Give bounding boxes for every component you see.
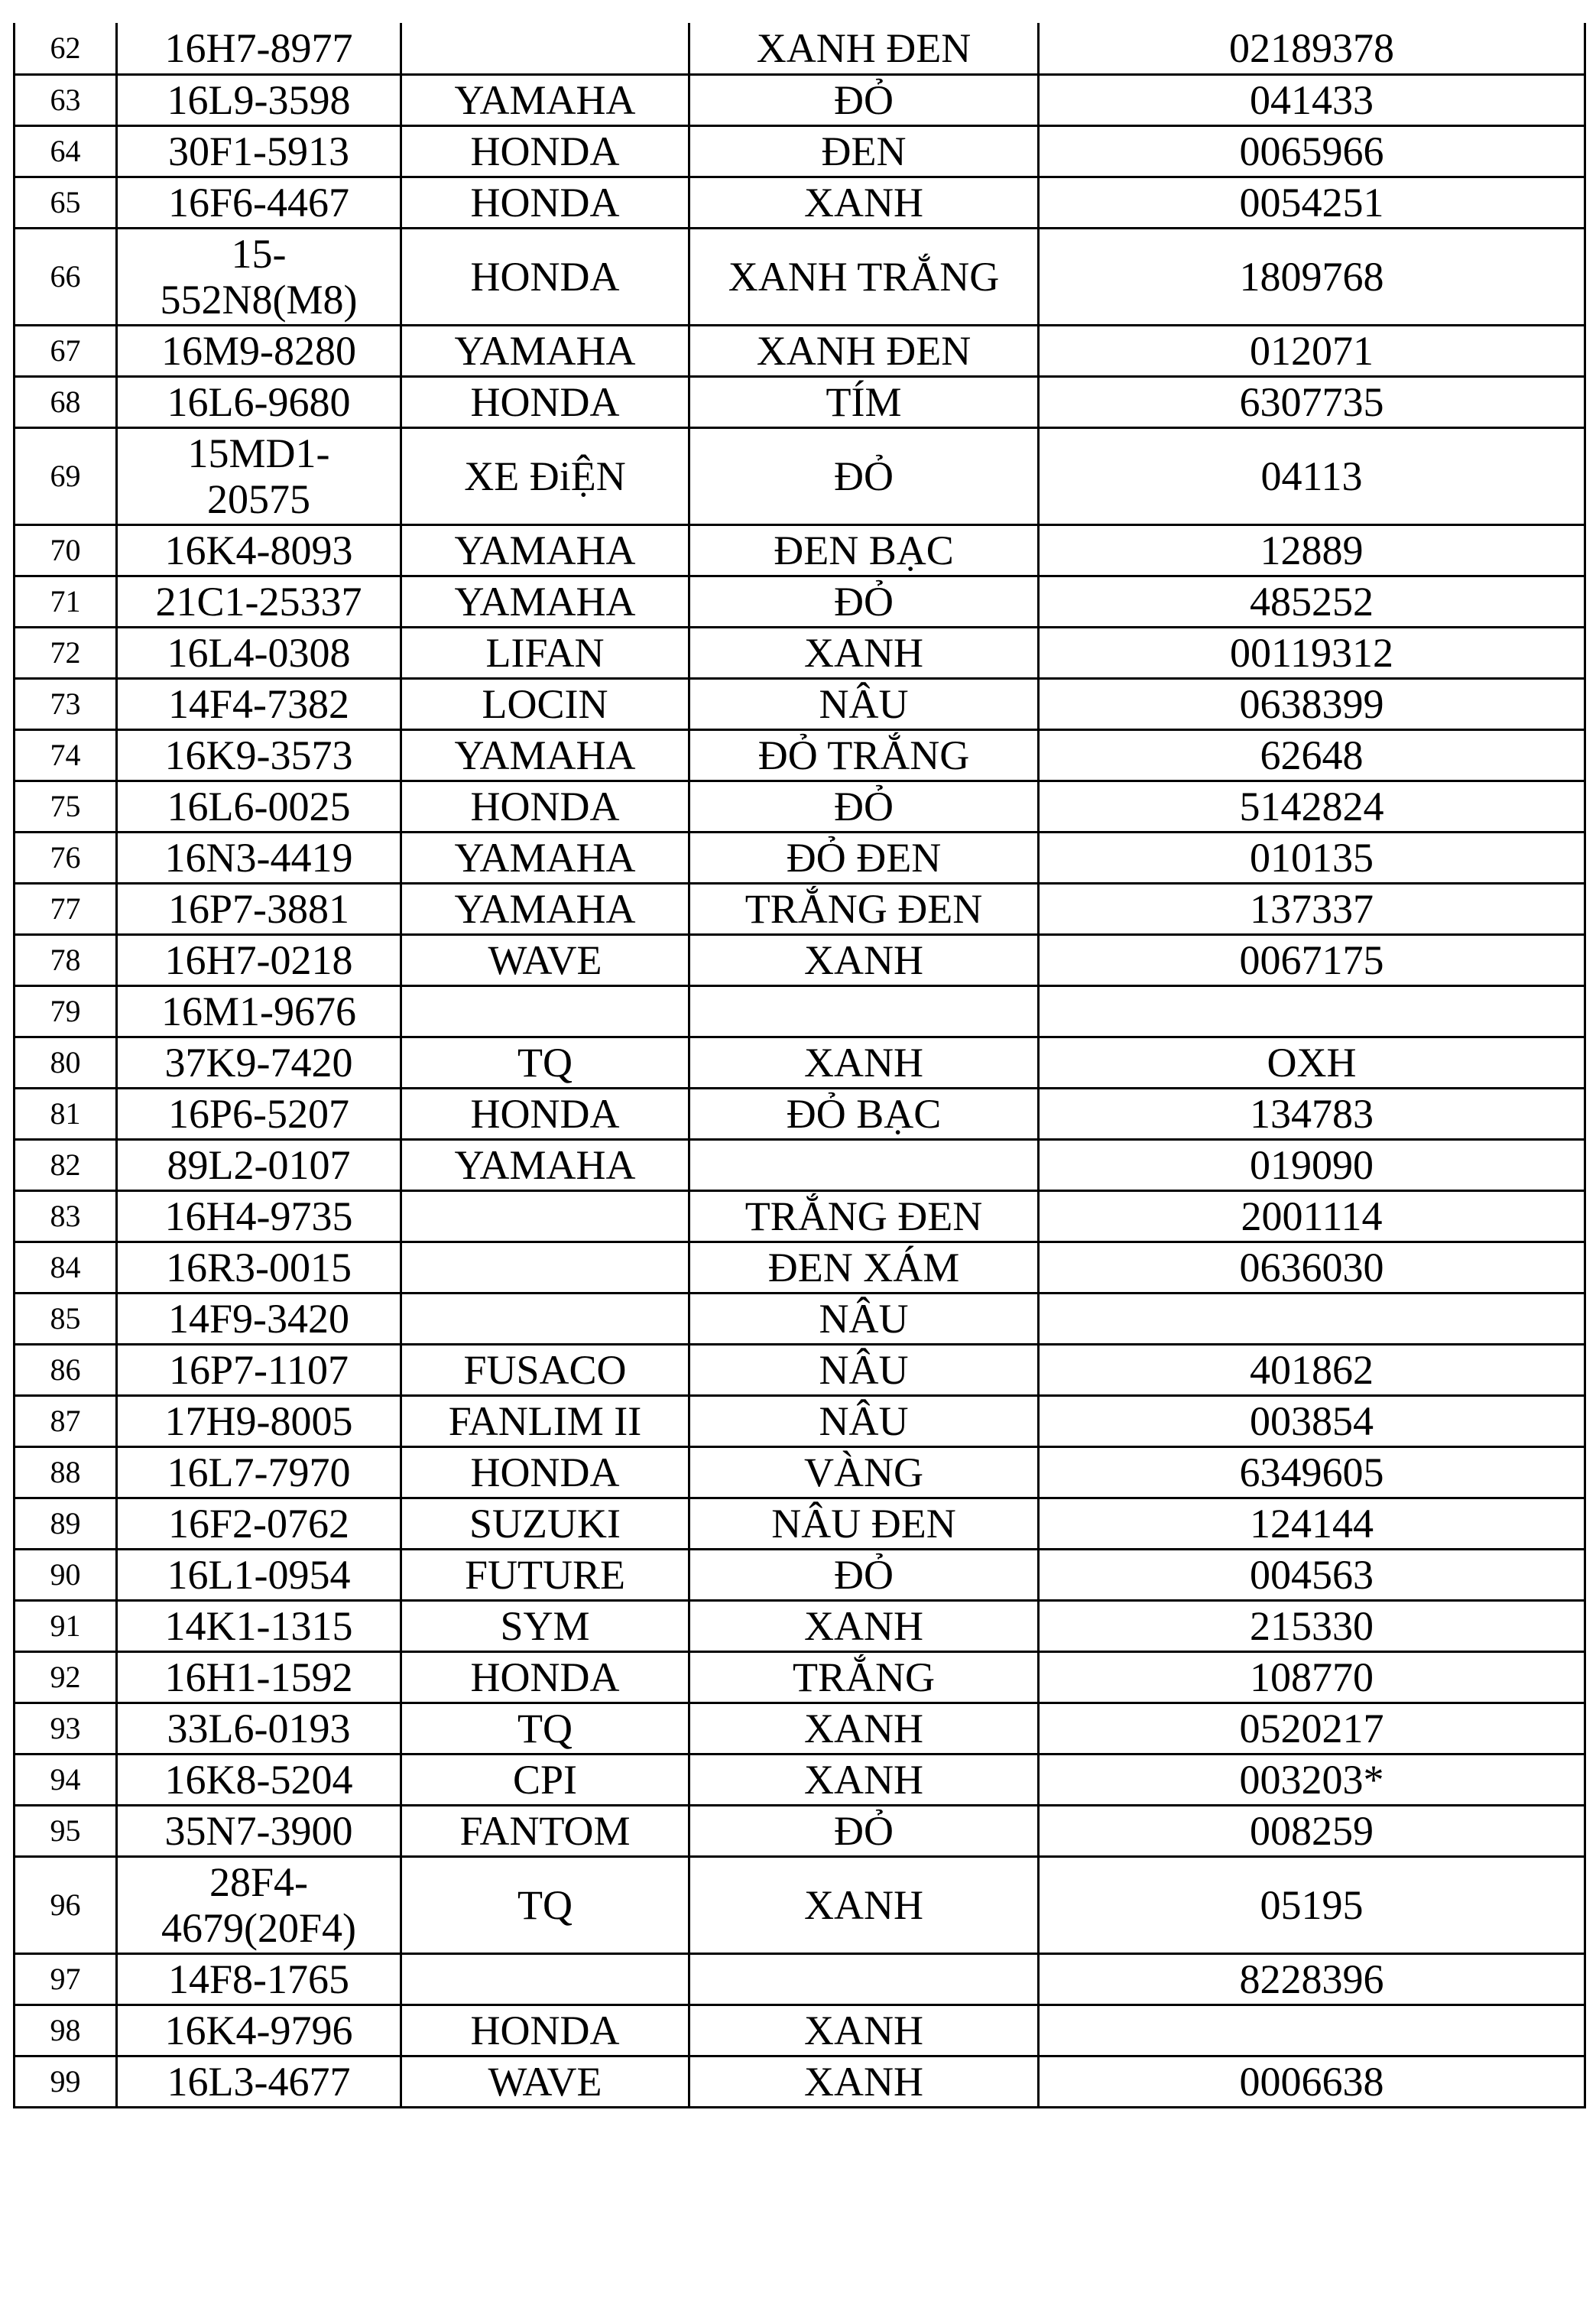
row-number-cell: 86 xyxy=(15,1344,117,1395)
frame-number-cell: 0006638 xyxy=(1039,2056,1585,2107)
brand-cell: HONDA xyxy=(401,228,689,325)
color-cell: ĐỎ xyxy=(689,427,1039,524)
brand-cell: TQ xyxy=(401,1856,689,1953)
brand-cell: YAMAHA xyxy=(401,832,689,883)
row-number-cell: 80 xyxy=(15,1037,117,1088)
table-row xyxy=(15,1953,1585,2004)
table-row xyxy=(15,1446,1585,1498)
color-cell: NÂU ĐEN xyxy=(689,1498,1039,1549)
color-cell: NÂU xyxy=(689,1293,1039,1344)
brand-cell: XE ĐiỆN xyxy=(401,427,689,524)
brand-cell: SUZUKI xyxy=(401,1498,689,1549)
brand-cell: TQ xyxy=(401,1037,689,1088)
brand-cell xyxy=(401,1242,689,1293)
plate-number-cell: 15MD1- 20575 xyxy=(117,427,401,524)
table-row xyxy=(15,832,1585,883)
color-cell: XANH ĐEN xyxy=(689,23,1039,74)
table-row xyxy=(15,2056,1585,2107)
color-cell: ĐỎ xyxy=(689,781,1039,832)
row-number-cell: 93 xyxy=(15,1703,117,1754)
plate-number-cell: 16H4-9735 xyxy=(117,1190,401,1242)
frame-number-cell: 6349605 xyxy=(1039,1446,1585,1498)
frame-number-cell: 041433 xyxy=(1039,74,1585,125)
frame-number-cell: 5142824 xyxy=(1039,781,1585,832)
brand-cell: FANLIM II xyxy=(401,1395,689,1446)
table-row xyxy=(15,1190,1585,1242)
frame-number-cell: 2001114 xyxy=(1039,1190,1585,1242)
brand-cell xyxy=(401,1293,689,1344)
frame-number-cell: 134783 xyxy=(1039,1088,1585,1139)
row-number-cell: 73 xyxy=(15,678,117,729)
row-number-cell: 65 xyxy=(15,177,117,228)
frame-number-cell: 12889 xyxy=(1039,524,1585,576)
brand-cell: FUSACO xyxy=(401,1344,689,1395)
color-cell: XANH xyxy=(689,1600,1039,1651)
table-row xyxy=(15,576,1585,627)
plate-number-cell: 14F8-1765 xyxy=(117,1953,401,2004)
brand-cell: HONDA xyxy=(401,1088,689,1139)
row-number-cell: 76 xyxy=(15,832,117,883)
row-number-cell: 95 xyxy=(15,1805,117,1856)
color-cell: TÍM xyxy=(689,376,1039,427)
frame-number-cell: OXH xyxy=(1039,1037,1585,1088)
frame-number-cell: 62648 xyxy=(1039,729,1585,781)
row-number-cell: 69 xyxy=(15,427,117,524)
table-row xyxy=(15,1651,1585,1703)
color-cell: ĐỎ xyxy=(689,1549,1039,1600)
row-number-cell: 75 xyxy=(15,781,117,832)
row-number-cell: 83 xyxy=(15,1190,117,1242)
frame-number-cell: 0638399 xyxy=(1039,678,1585,729)
table-row xyxy=(15,1703,1585,1754)
frame-number-cell xyxy=(1039,1293,1585,1344)
color-cell: ĐỎ xyxy=(689,74,1039,125)
brand-cell: YAMAHA xyxy=(401,729,689,781)
color-cell xyxy=(689,1139,1039,1190)
color-cell xyxy=(689,985,1039,1037)
table-row xyxy=(15,1600,1585,1651)
plate-number-cell: 30F1-5913 xyxy=(117,125,401,177)
table-row xyxy=(15,1805,1585,1856)
row-number-cell: 96 xyxy=(15,1856,117,1953)
row-number-cell: 77 xyxy=(15,883,117,934)
color-cell: XANH ĐEN xyxy=(689,325,1039,376)
table-row xyxy=(15,1037,1585,1088)
color-cell: ĐỎ BẠC xyxy=(689,1088,1039,1139)
table-row xyxy=(15,883,1585,934)
brand-cell xyxy=(401,1953,689,2004)
plate-number-cell: 16L4-0308 xyxy=(117,627,401,678)
plate-number-cell: 35N7-3900 xyxy=(117,1805,401,1856)
color-cell: NÂU xyxy=(689,1344,1039,1395)
frame-number-cell xyxy=(1039,2004,1585,2056)
brand-cell: WAVE xyxy=(401,934,689,985)
color-cell: XANH xyxy=(689,934,1039,985)
table-row xyxy=(15,23,1585,74)
frame-number-cell: 0054251 xyxy=(1039,177,1585,228)
row-number-cell: 67 xyxy=(15,325,117,376)
table-row xyxy=(15,524,1585,576)
brand-cell: HONDA xyxy=(401,1446,689,1498)
row-number-cell: 74 xyxy=(15,729,117,781)
plate-number-cell: 16K4-9796 xyxy=(117,2004,401,2056)
row-number-cell: 81 xyxy=(15,1088,117,1139)
table-row xyxy=(15,1139,1585,1190)
frame-number-cell: 0520217 xyxy=(1039,1703,1585,1754)
row-number-cell: 91 xyxy=(15,1600,117,1651)
plate-number-cell: 16L6-9680 xyxy=(117,376,401,427)
frame-number-cell: 04113 xyxy=(1039,427,1585,524)
plate-number-cell: 28F4- 4679(20F4) xyxy=(117,1856,401,1953)
table-row xyxy=(15,376,1585,427)
table-row xyxy=(15,781,1585,832)
table-row xyxy=(15,1549,1585,1600)
color-cell: TRẮNG ĐEN xyxy=(689,883,1039,934)
brand-cell: HONDA xyxy=(401,376,689,427)
table-row xyxy=(15,427,1585,524)
row-number-cell: 85 xyxy=(15,1293,117,1344)
color-cell: XANH xyxy=(689,1754,1039,1805)
plate-number-cell: 16N3-4419 xyxy=(117,832,401,883)
frame-number-cell: 215330 xyxy=(1039,1600,1585,1651)
plate-number-cell: 16L3-4677 xyxy=(117,2056,401,2107)
table-row xyxy=(15,1293,1585,1344)
row-number-cell: 62 xyxy=(15,23,117,74)
plate-number-cell: 14F9-3420 xyxy=(117,1293,401,1344)
vehicle-table xyxy=(13,23,1586,2108)
row-number-cell: 72 xyxy=(15,627,117,678)
brand-cell: HONDA xyxy=(401,1651,689,1703)
table-row xyxy=(15,729,1585,781)
frame-number-cell: 004563 xyxy=(1039,1549,1585,1600)
row-number-cell: 98 xyxy=(15,2004,117,2056)
row-number-cell: 97 xyxy=(15,1953,117,2004)
plate-number-cell: 16L7-7970 xyxy=(117,1446,401,1498)
plate-number-cell: 14K1-1315 xyxy=(117,1600,401,1651)
frame-number-cell: 02189378 xyxy=(1039,23,1585,74)
row-number-cell: 63 xyxy=(15,74,117,125)
plate-number-cell: 16K8-5204 xyxy=(117,1754,401,1805)
brand-cell: HONDA xyxy=(401,125,689,177)
brand-cell xyxy=(401,23,689,74)
color-cell: XANH xyxy=(689,2004,1039,2056)
color-cell: XANH xyxy=(689,2056,1039,2107)
row-number-cell: 90 xyxy=(15,1549,117,1600)
frame-number-cell: 0065966 xyxy=(1039,125,1585,177)
frame-number-cell: 003854 xyxy=(1039,1395,1585,1446)
plate-number-cell: 16M1-9676 xyxy=(117,985,401,1037)
frame-number-cell: 8228396 xyxy=(1039,1953,1585,2004)
color-cell: TRẮNG ĐEN xyxy=(689,1190,1039,1242)
brand-cell: TQ xyxy=(401,1703,689,1754)
table-row xyxy=(15,2004,1585,2056)
plate-number-cell: 21C1-25337 xyxy=(117,576,401,627)
plate-number-cell: 16K9-3573 xyxy=(117,729,401,781)
table-row xyxy=(15,1395,1585,1446)
plate-number-cell: 33L6-0193 xyxy=(117,1703,401,1754)
color-cell: XANH xyxy=(689,177,1039,228)
row-number-cell: 64 xyxy=(15,125,117,177)
table-row xyxy=(15,627,1585,678)
table-row xyxy=(15,125,1585,177)
brand-cell: YAMAHA xyxy=(401,325,689,376)
table-row xyxy=(15,1088,1585,1139)
row-number-cell: 71 xyxy=(15,576,117,627)
table-row xyxy=(15,1242,1585,1293)
row-number-cell: 78 xyxy=(15,934,117,985)
color-cell: ĐEN xyxy=(689,125,1039,177)
table-row xyxy=(15,177,1585,228)
plate-number-cell: 14F4-7382 xyxy=(117,678,401,729)
brand-cell: HONDA xyxy=(401,177,689,228)
row-number-cell: 94 xyxy=(15,1754,117,1805)
brand-cell: YAMAHA xyxy=(401,1139,689,1190)
row-number-cell: 70 xyxy=(15,524,117,576)
row-number-cell: 99 xyxy=(15,2056,117,2107)
table-row xyxy=(15,1856,1585,1953)
plate-number-cell: 16K4-8093 xyxy=(117,524,401,576)
frame-number-cell: 019090 xyxy=(1039,1139,1585,1190)
color-cell: ĐEN BẠC xyxy=(689,524,1039,576)
brand-cell: FUTURE xyxy=(401,1549,689,1600)
color-cell: XANH xyxy=(689,627,1039,678)
color-cell: ĐỎ xyxy=(689,1805,1039,1856)
brand-cell: HONDA xyxy=(401,781,689,832)
row-number-cell: 92 xyxy=(15,1651,117,1703)
row-number-cell: 88 xyxy=(15,1446,117,1498)
plate-number-cell: 16P6-5207 xyxy=(117,1088,401,1139)
color-cell: XANH xyxy=(689,1703,1039,1754)
table-row xyxy=(15,934,1585,985)
table-row xyxy=(15,985,1585,1037)
brand-cell: CPI xyxy=(401,1754,689,1805)
plate-number-cell: 17H9-8005 xyxy=(117,1395,401,1446)
plate-number-cell: 89L2-0107 xyxy=(117,1139,401,1190)
frame-number-cell: 0636030 xyxy=(1039,1242,1585,1293)
frame-number-cell: 0067175 xyxy=(1039,934,1585,985)
brand-cell: YAMAHA xyxy=(401,576,689,627)
brand-cell: SYM xyxy=(401,1600,689,1651)
color-cell: ĐEN XÁM xyxy=(689,1242,1039,1293)
frame-number-cell: 124144 xyxy=(1039,1498,1585,1549)
brand-cell: FANTOM xyxy=(401,1805,689,1856)
brand-cell: LIFAN xyxy=(401,627,689,678)
frame-number-cell: 003203* xyxy=(1039,1754,1585,1805)
brand-cell: WAVE xyxy=(401,2056,689,2107)
color-cell: XANH xyxy=(689,1037,1039,1088)
plate-number-cell: 16H1-1592 xyxy=(117,1651,401,1703)
color-cell: VÀNG xyxy=(689,1446,1039,1498)
color-cell xyxy=(689,1953,1039,2004)
plate-number-cell: 15- 552N8(M8) xyxy=(117,228,401,325)
plate-number-cell: 16F2-0762 xyxy=(117,1498,401,1549)
color-cell: XANH TRẮNG xyxy=(689,228,1039,325)
color-cell: TRẮNG xyxy=(689,1651,1039,1703)
frame-number-cell: 137337 xyxy=(1039,883,1585,934)
row-number-cell: 89 xyxy=(15,1498,117,1549)
brand-cell xyxy=(401,985,689,1037)
brand-cell: YAMAHA xyxy=(401,883,689,934)
table-row xyxy=(15,228,1585,325)
color-cell: XANH xyxy=(689,1856,1039,1953)
table-row xyxy=(15,1344,1585,1395)
frame-number-cell: 008259 xyxy=(1039,1805,1585,1856)
frame-number-cell: 010135 xyxy=(1039,832,1585,883)
row-number-cell: 66 xyxy=(15,228,117,325)
frame-number-cell: 00119312 xyxy=(1039,627,1585,678)
color-cell: ĐỎ ĐEN xyxy=(689,832,1039,883)
plate-number-cell: 16L6-0025 xyxy=(117,781,401,832)
table-row xyxy=(15,325,1585,376)
table-row xyxy=(15,678,1585,729)
brand-cell: LOCIN xyxy=(401,678,689,729)
frame-number-cell: 108770 xyxy=(1039,1651,1585,1703)
brand-cell xyxy=(401,1190,689,1242)
brand-cell: YAMAHA xyxy=(401,74,689,125)
frame-number-cell: 6307735 xyxy=(1039,376,1585,427)
table-row xyxy=(15,74,1585,125)
plate-number-cell: 16H7-0218 xyxy=(117,934,401,985)
color-cell: NÂU xyxy=(689,1395,1039,1446)
frame-number-cell: 1809768 xyxy=(1039,228,1585,325)
plate-number-cell: 16F6-4467 xyxy=(117,177,401,228)
row-number-cell: 87 xyxy=(15,1395,117,1446)
plate-number-cell: 16L1-0954 xyxy=(117,1549,401,1600)
plate-number-cell: 16P7-3881 xyxy=(117,883,401,934)
frame-number-cell xyxy=(1039,985,1585,1037)
table-row xyxy=(15,1498,1585,1549)
frame-number-cell: 012071 xyxy=(1039,325,1585,376)
frame-number-cell: 485252 xyxy=(1039,576,1585,627)
plate-number-cell: 16H7-8977 xyxy=(117,23,401,74)
vehicle-table-body xyxy=(15,23,1585,2107)
brand-cell: YAMAHA xyxy=(401,524,689,576)
plate-number-cell: 16M9-8280 xyxy=(117,325,401,376)
plate-number-cell: 16L9-3598 xyxy=(117,74,401,125)
color-cell: ĐỎ xyxy=(689,576,1039,627)
color-cell: NÂU xyxy=(689,678,1039,729)
row-number-cell: 68 xyxy=(15,376,117,427)
brand-cell: HONDA xyxy=(401,2004,689,2056)
frame-number-cell: 401862 xyxy=(1039,1344,1585,1395)
plate-number-cell: 37K9-7420 xyxy=(117,1037,401,1088)
plate-number-cell: 16P7-1107 xyxy=(117,1344,401,1395)
row-number-cell: 84 xyxy=(15,1242,117,1293)
color-cell: ĐỎ TRẮNG xyxy=(689,729,1039,781)
plate-number-cell: 16R3-0015 xyxy=(117,1242,401,1293)
row-number-cell: 82 xyxy=(15,1139,117,1190)
row-number-cell: 79 xyxy=(15,985,117,1037)
frame-number-cell: 05195 xyxy=(1039,1856,1585,1953)
table-row xyxy=(15,1754,1585,1805)
